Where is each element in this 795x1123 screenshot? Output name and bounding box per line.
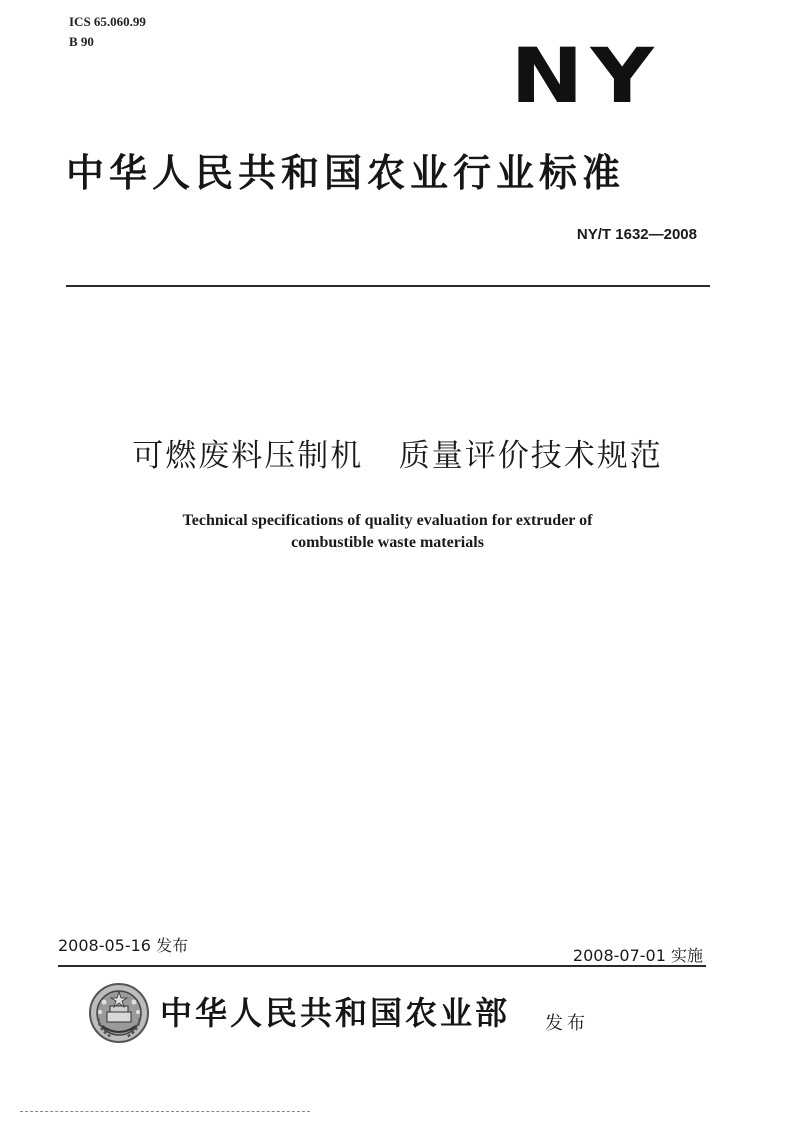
document-title-english-line1: Technical specifications of quality evaluation for extruder of [182, 512, 593, 529]
document-title-english [0, 510, 775, 554]
document-title-english-line2: combustible waste materials [291, 534, 484, 551]
issue-date: 2008-05-16 发布 [58, 936, 189, 955]
publisher-name: 中华人民共和国农业部 [160, 994, 511, 1032]
standard-category-title: 中华人民共和国农业行业标准 [66, 151, 626, 195]
scan-artifact-line [20, 1111, 310, 1112]
header-divider [66, 285, 710, 287]
ny-logo: NY [510, 31, 661, 120]
ccs-code: B 90 [69, 34, 94, 49]
document-title-chinese: 可燃废料压制机 质量评价技术规范 [132, 438, 663, 474]
national-emblem-icon [88, 982, 150, 1044]
publish-label: 发布 [545, 1013, 589, 1034]
footer-divider [58, 965, 706, 967]
standard-number: NY/T 1632—2008 [576, 226, 697, 243]
implementation-date: 2008-07-01 实施 [572, 946, 703, 965]
ics-code: ICS 65.060.99 [69, 14, 146, 29]
